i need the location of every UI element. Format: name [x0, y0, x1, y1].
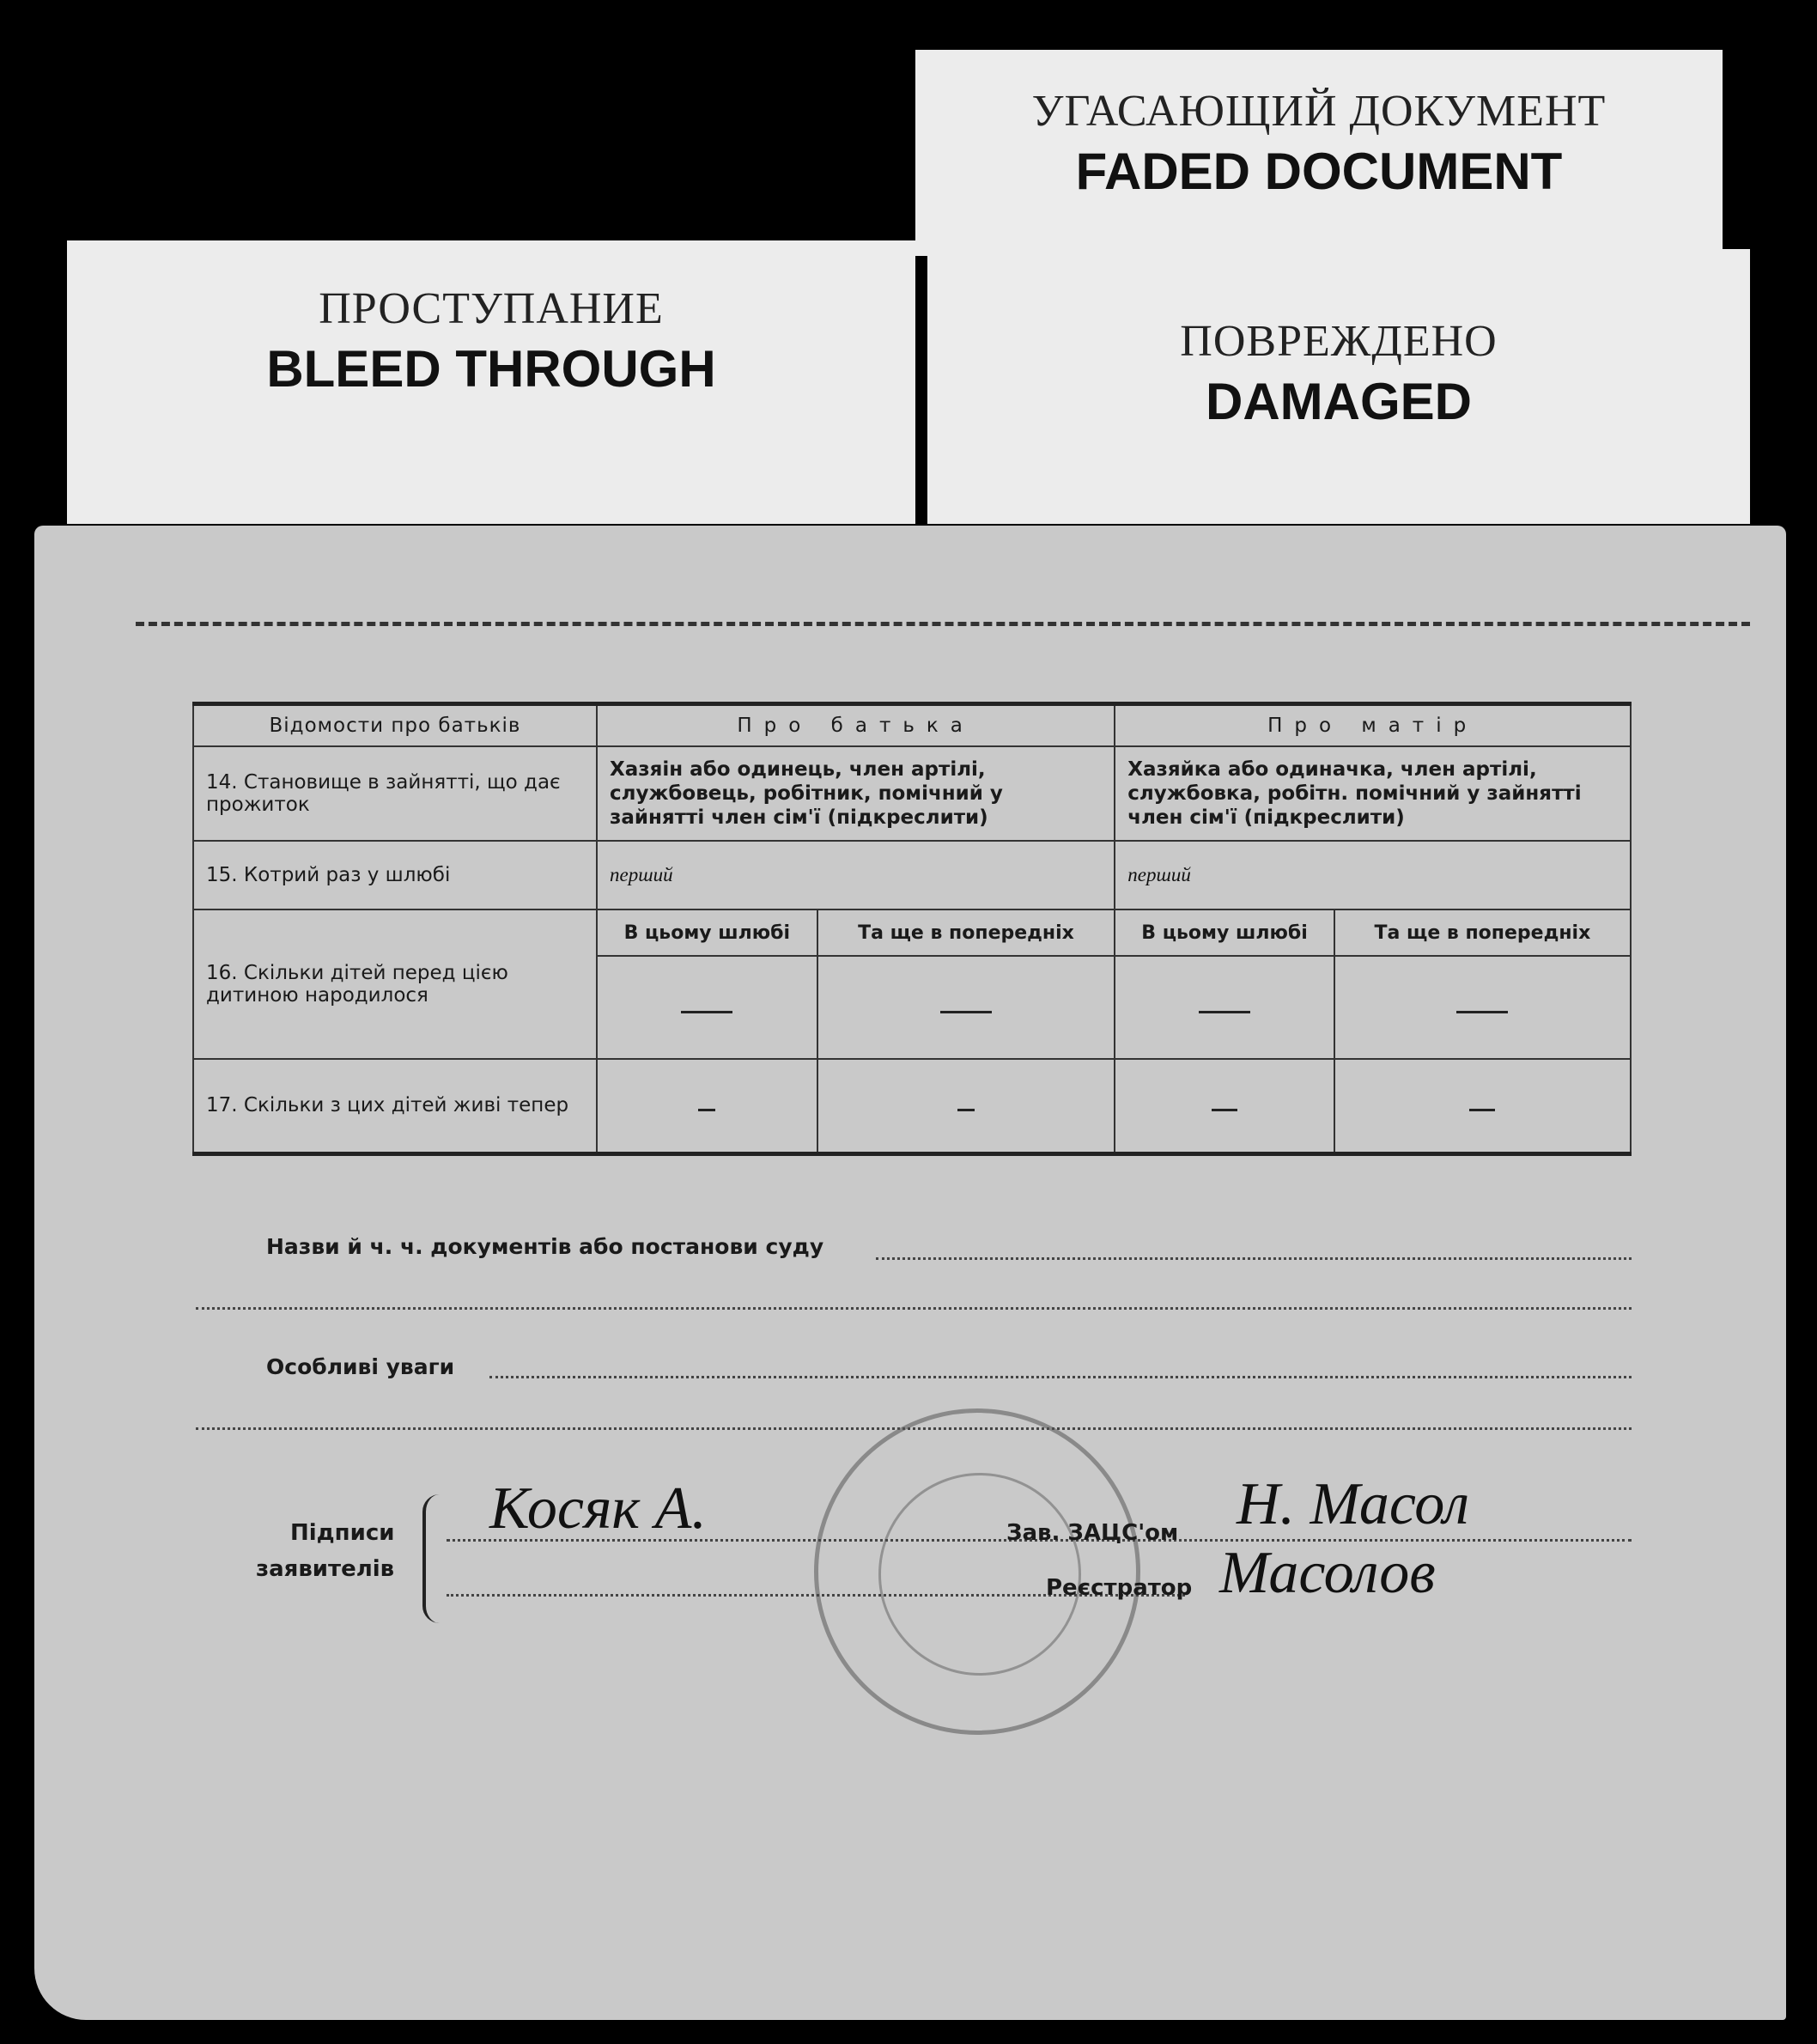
head-signature: Н. Масол	[1237, 1471, 1469, 1537]
row17-father-this	[597, 1059, 817, 1153]
sub-mother-this: В цьому шлюбі	[1115, 909, 1334, 956]
damaged-label-ru: ПОВРЕЖДЕНО	[1180, 317, 1498, 366]
faded-label-ru: УГАСАЮЩИЙ ДОКУМЕНТ	[1031, 87, 1607, 136]
damaged-label	[927, 249, 1750, 524]
header-mother: Про матір	[1115, 704, 1631, 747]
row14-mother-options: Хазяйка або одиначка, член артілі, службовка, робітн. помічний у зайнятті член сім'ї (підкреслити)	[1115, 746, 1631, 841]
document-sheet	[34, 526, 1786, 2020]
row15-mother-value: перший	[1115, 841, 1631, 909]
sub-mother-prev: Та ще в попередніх	[1334, 909, 1631, 956]
row17-mother-prev	[1334, 1059, 1631, 1153]
signatures-brace	[422, 1494, 443, 1623]
documents-line	[876, 1257, 1632, 1260]
row16-label: 16. Скільки дітей перед цією дитиною народилося	[193, 909, 597, 1059]
bleed-through-label	[67, 240, 915, 524]
bleed-label-ru: ПРОСТУПАНИЕ	[319, 284, 664, 333]
registrar-label: Реєстратор	[1046, 1575, 1193, 1601]
header-col-info: Відомости про батьків	[193, 704, 597, 747]
row14-label: 14. Становище в зайнятті, що дає прожиток	[193, 746, 597, 841]
sub-father-prev: Та ще в попередніх	[817, 909, 1115, 956]
parents-info-table	[192, 702, 1632, 1156]
signatures-label-2: заявителів	[256, 1556, 395, 1582]
signatures-label-1: Підписи	[290, 1520, 395, 1546]
damaged-label-en: DAMAGED	[1206, 373, 1472, 430]
head-label: Зав. ЗАЦС'ом	[1006, 1520, 1179, 1546]
row16-mother-prev	[1334, 956, 1631, 1059]
sub-father-this: В цьому шлюбі	[597, 909, 817, 956]
row14-father-options: Хазяін або одинець, член артілі, службовець, робітник, помічний у зайнятті член сім'ї (підкреслити)	[597, 746, 1115, 841]
bleed-label-en: BLEED THROUGH	[266, 340, 716, 398]
faded-document-label	[915, 50, 1723, 256]
header-father: Про батька	[597, 704, 1115, 747]
perforation-line	[136, 622, 1750, 626]
row16-father-prev	[817, 956, 1115, 1059]
row16-mother-this	[1115, 956, 1334, 1059]
registrar-signature: Масолов	[1219, 1540, 1436, 1606]
official-stamp	[814, 1408, 1140, 1735]
row17-label: 17. Скільки з цих дітей живі тепер	[193, 1059, 597, 1153]
faded-label-en: FADED DOCUMENT	[1075, 143, 1563, 200]
documents-line-2	[196, 1307, 1632, 1310]
row16-father-this	[597, 956, 817, 1059]
row15-label: 15. Котрий раз у шлюбі	[193, 841, 597, 909]
row17-mother-this	[1115, 1059, 1334, 1153]
documents-label: Назви й ч. ч. документів або постанови суду	[266, 1234, 824, 1259]
applicant-signature: Косяк А.	[489, 1475, 707, 1542]
row15-father-value: перший	[597, 841, 1115, 909]
notes-label: Особливі уваги	[266, 1354, 455, 1379]
notes-line	[489, 1376, 1632, 1378]
row17-father-prev	[817, 1059, 1115, 1153]
